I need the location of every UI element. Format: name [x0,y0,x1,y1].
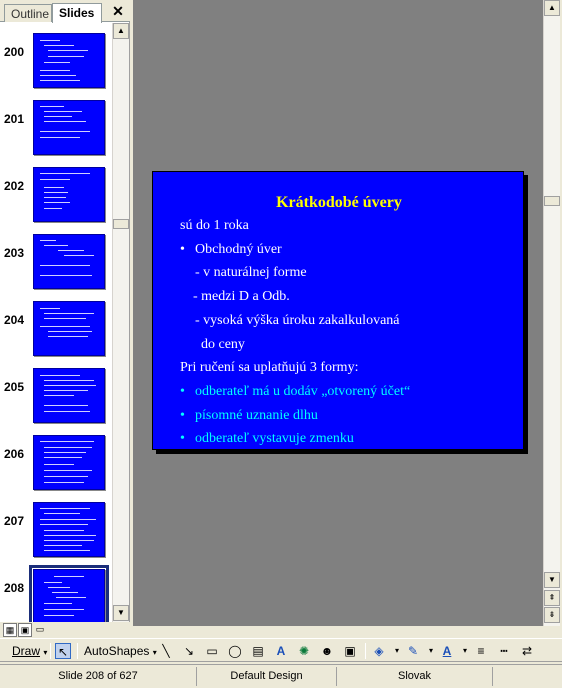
slide-thumbnail-row[interactable] [0,167,112,227]
line-style-icon[interactable]: ≡ [477,644,485,658]
slide-number: 201 [4,112,25,126]
select-objects-icon[interactable]: ↖ [55,643,71,659]
thumbnail-text-line [44,395,74,396]
slide-line-text: Pri ručení sa uplatňujú 3 formy: [180,360,359,376]
bullet-icon: • [180,431,185,447]
view-buttons [0,622,130,638]
thumbnail-text-line [48,587,70,588]
scroll-up-icon[interactable]: ▲ [113,23,129,39]
thumbnail-text-line [44,385,96,386]
slide-number: 204 [4,313,25,327]
thumbnail-text-line [44,208,62,209]
slide-line-text: sú do 1 roka [180,218,249,233]
thumbnail-text-line [44,111,82,112]
slide-thumbnail-row[interactable] [0,435,112,495]
draw-label: Draw [12,644,41,658]
line-color-icon[interactable]: ✎ [407,644,419,658]
scroll-down-icon[interactable]: ▼ [544,572,560,588]
thumbnail-text-line [44,411,90,412]
thumbnail-text-line [40,131,90,132]
thumbnail-text-line [44,187,64,188]
thumbnail-text-line [40,265,90,266]
insert-picture-icon[interactable]: ▣ [344,644,356,658]
slide-thumbnail-row[interactable] [0,301,112,361]
pane-tabs [0,0,130,22]
slide-number: 200 [4,45,25,59]
thumbnail-text-line [44,470,92,471]
bullet-icon: • [180,407,185,423]
dropdown-arrow-icon[interactable]: ▾ [462,646,467,655]
thumbnail-text-line [44,390,88,391]
thumbnail-text-line [44,545,82,546]
thumbnail-text-line [40,326,90,327]
slide-text-line [180,218,249,234]
slide-thumbnail-row[interactable] [0,234,112,294]
tab-outline[interactable]: Outline [4,4,52,22]
bullet-icon: • [180,383,185,399]
thumbnail-text-line [44,380,94,381]
slide-thumbnail[interactable] [33,167,105,222]
thumbnail-text-line [44,192,68,193]
thumbnail-text-line [40,519,96,520]
diagram-icon[interactable]: ✺ [298,644,310,658]
thumbnail-text-line [56,597,86,598]
slide-line-text: odberateľ má u dodáv „otvorený účet“ [195,383,411,399]
thumbnail-text-line [44,457,82,458]
draw-menu-button[interactable] [12,642,47,660]
scroll-up-icon[interactable]: ▲ [544,0,560,16]
text-box-icon[interactable]: ▤ [252,644,264,658]
thumbnail-text-line [44,464,74,465]
thumbnail-list [0,23,112,623]
slide-thumbnail-row[interactable] [0,368,112,428]
thumbnail-text-line [40,308,60,309]
rectangle-icon[interactable]: ▭ [206,644,218,658]
thumbnail-text-line [44,582,62,583]
thumbnail-text-line [40,508,90,509]
tab-slides[interactable]: Slides [52,3,102,23]
slide-text-line [201,337,245,353]
dropdown-arrow-icon[interactable]: ▾ [394,646,399,655]
normal-view-icon[interactable]: ▦ [3,623,17,637]
toolbar-separator [50,643,51,659]
thumbnail-text-line [44,45,74,46]
thumbnail-text-line [44,476,88,477]
thumbnail-text-line [48,336,88,337]
slide-line-text: Obchodný úver [195,241,282,257]
thumbnail-text-line [44,609,84,610]
thumbnail-text-line [44,447,92,448]
thumbnail-text-line [44,313,94,314]
slide-thumbnail[interactable] [33,368,105,423]
slide-number: 203 [4,246,25,260]
thumbnail-text-line [48,50,88,51]
slides-pane [0,0,130,626]
slide-thumbnail[interactable] [33,569,105,623]
thumbnail-text-line [48,56,84,57]
thumbnail-text-line [40,524,88,525]
slide-editing-area [133,0,543,626]
thumbnail-text-line [40,240,56,241]
slide-thumbnail[interactable] [33,33,105,88]
slide-text-line [180,431,354,447]
thumbnail-text-line [58,250,84,251]
slide-number: 207 [4,514,25,528]
current-slide[interactable] [152,171,524,450]
autoshapes-menu-button[interactable] [84,642,157,660]
slide-thumbnail[interactable] [33,234,105,289]
slide-text-line [180,242,282,258]
slide-line-text: do ceny [201,336,245,352]
line-icon[interactable]: ╲ [162,644,170,658]
thumbnail-text-line [44,535,96,536]
close-pane-icon[interactable]: ✕ [112,3,124,19]
thumbnail-text-line [44,530,84,531]
status-empty-cell [492,667,562,686]
thumbnail-text-line [44,550,90,551]
dash-style-icon[interactable]: ┅ [500,644,508,658]
font-color-icon[interactable]: A [442,644,452,658]
scrollbar-thumb[interactable] [544,196,560,206]
thumbnail-text-line [44,245,68,246]
toolbar-separator [77,643,78,659]
thumbnail-text-line [44,513,80,514]
thumbnail-text-line [44,405,88,406]
thumbnail-text-line [40,75,76,76]
slide-thumbnail-row[interactable] [0,100,112,160]
clip-art-icon[interactable]: ☻ [320,644,334,658]
dropdown-arrow-icon[interactable]: ▾ [428,646,433,655]
slide-line-text: - v naturálnej forme [195,265,307,281]
wordart-icon[interactable]: A [276,644,286,658]
slide-show-icon[interactable]: ▭ [35,624,45,634]
thumbnail-text-line [44,603,72,604]
language-text: Slovak [336,667,492,686]
thumbnail-scrollbar[interactable] [112,23,129,623]
previous-slide-icon[interactable]: ⇞ [544,590,560,606]
next-slide-icon[interactable]: ⇟ [544,607,560,623]
thumbnail-text-line [44,197,66,198]
arrow-icon[interactable]: ↘ [183,644,195,658]
scrollbar-thumb[interactable] [113,219,129,229]
slide-number: 206 [4,447,25,461]
scroll-down-icon[interactable]: ▼ [113,605,129,621]
thumbnail-text-line [64,255,94,256]
slide-thumbnail-row[interactable] [0,502,112,562]
slide-scrollbar[interactable] [543,0,560,626]
slide-position-text: Slide 208 of 627 [58,670,138,682]
slide-text-line [195,265,307,281]
thumbnail-text-line [40,106,64,107]
thumbnail-text-line [40,80,80,81]
slide-thumbnail[interactable] [33,100,105,155]
slide-thumbnail-row[interactable] [0,569,112,623]
autoshapes-label: AutoShapes [84,644,150,658]
arrow-style-icon[interactable]: ⇄ [521,644,533,658]
thumbnail-text-line [44,540,94,541]
design-template-text: Default Design [196,667,336,686]
slide-line-text: písomné uznanie dlhu [195,407,318,423]
thumbnail-text-line [54,576,84,577]
slide-text-line [195,313,400,329]
slide-number: 208 [4,581,25,595]
thumbnail-text-line [44,452,86,453]
thumbnail-text-line [52,592,78,593]
thumbnail-text-line [44,116,72,117]
drawing-toolbar [0,638,562,662]
thumbnail-text-line [40,173,90,174]
oval-icon[interactable]: ◯ [228,644,242,658]
thumbnail-text-line [44,121,86,122]
slide-sorter-view-icon[interactable]: ▣ [18,623,32,637]
slide-thumbnail-row[interactable] [0,33,112,93]
slide-text-line [193,289,290,305]
thumbnail-text-line [44,62,70,63]
thumbnail-text-line [40,275,92,276]
slide-number: 205 [4,380,25,394]
slide-thumbnail[interactable] [33,435,105,490]
slide-title[interactable]: Krátkodobé úvery [276,194,402,211]
slide-text-line [180,408,318,424]
slide-text-line [180,384,410,400]
toolbar-separator [365,643,366,659]
thumbnail-text-line [44,482,84,483]
slide-text-line [180,360,358,376]
thumbnail-text-line [40,137,80,138]
thumbnail-text-line [44,615,74,616]
slide-number: 202 [4,179,25,193]
thumbnail-text-line [48,331,92,332]
bullet-icon: • [180,241,185,257]
slide-line-text: - medzi D a Odb. [193,289,290,305]
dropdown-arrow-icon: ▾ [43,648,48,657]
thumbnail-text-line [40,375,80,376]
slide-line-text: - vysoká výška úroku zakalkulovaná [195,312,400,328]
status-bar [0,664,562,688]
thumbnail-text-line [40,40,60,41]
thumbnail-text-line [40,70,70,71]
thumbnail-text-line [40,179,70,180]
slide-thumbnail[interactable] [33,502,105,557]
thumbnail-text-line [44,318,86,319]
slide-thumbnail[interactable] [33,301,105,356]
thumbnail-text-line [40,441,94,442]
dropdown-arrow-icon: ▾ [152,648,157,657]
thumbnail-text-line [44,202,70,203]
slide-line-text: odberateľ vystavuje zmenku [195,431,354,447]
fill-color-icon[interactable]: ◈ [374,644,384,658]
